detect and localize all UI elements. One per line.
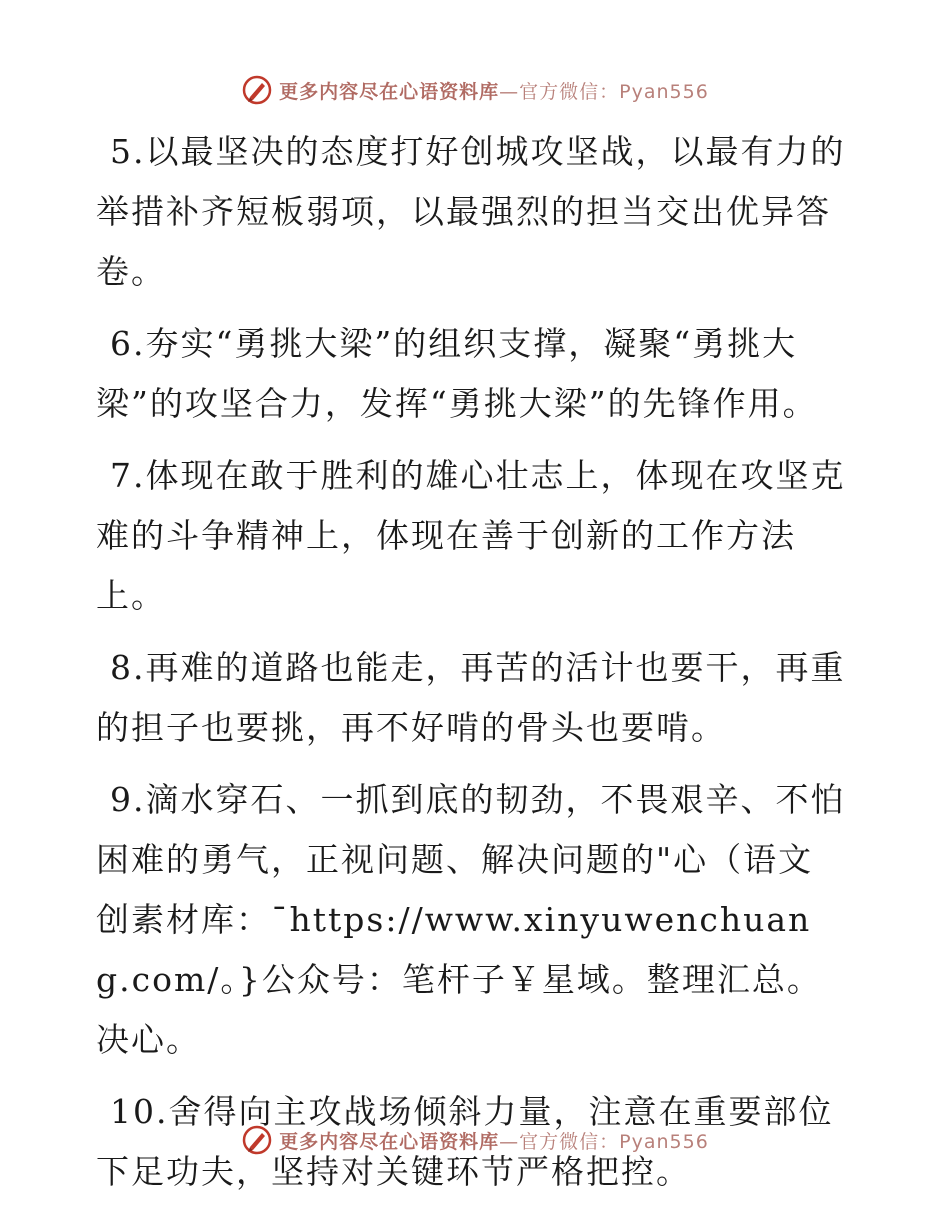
pen-logo-icon	[241, 74, 273, 106]
paragraph-6: 6.夯实“勇挑大梁”的组织支撑，凝聚“勇挑大梁”的攻坚合力，发挥“勇挑大梁”的先锋作用。	[96, 324, 818, 423]
pen-logo-icon	[241, 1124, 273, 1156]
paragraph-9: 9.滴水穿石、一抓到底的韧劲，不畏艰辛、不怕困难的勇气，正视问题、解决问题的"心（语文创素材库：¯https://www.xinyuwenchuang.com/。}公众号：笔杆子￥星域。整理汇总。决心。	[96, 780, 846, 1059]
header-banner	[0, 70, 950, 110]
paragraph-7: 7.体现在敢于胜利的雄心壮志上，体现在攻坚克难的斗争精神上，体现在善于创新的工作方法上。	[96, 456, 846, 615]
header-banner-text: 更多内容尽在心语资料库—官方微信：Pyan556	[279, 80, 709, 103]
document-body	[96, 122, 846, 1214]
paragraph-5: 5.以最坚决的态度打好创城攻坚战，以最有力的举措补齐短板弱项，以最强烈的担当交出优异答卷。	[96, 132, 846, 291]
paragraph-8: 8.再难的道路也能走，再苦的活计也要干，再重的担子也要挑，再不好啃的骨头也要啃。	[96, 648, 846, 747]
paragraph-10: 10.舍得向主攻战场倾斜力量，注意在重要部位下足功夫，坚持对关键环节严格把控。	[96, 1092, 834, 1191]
footer-banner	[0, 1120, 950, 1160]
footer-banner-text: 更多内容尽在心语资料库—官方微信：Pyan556	[279, 1130, 709, 1153]
